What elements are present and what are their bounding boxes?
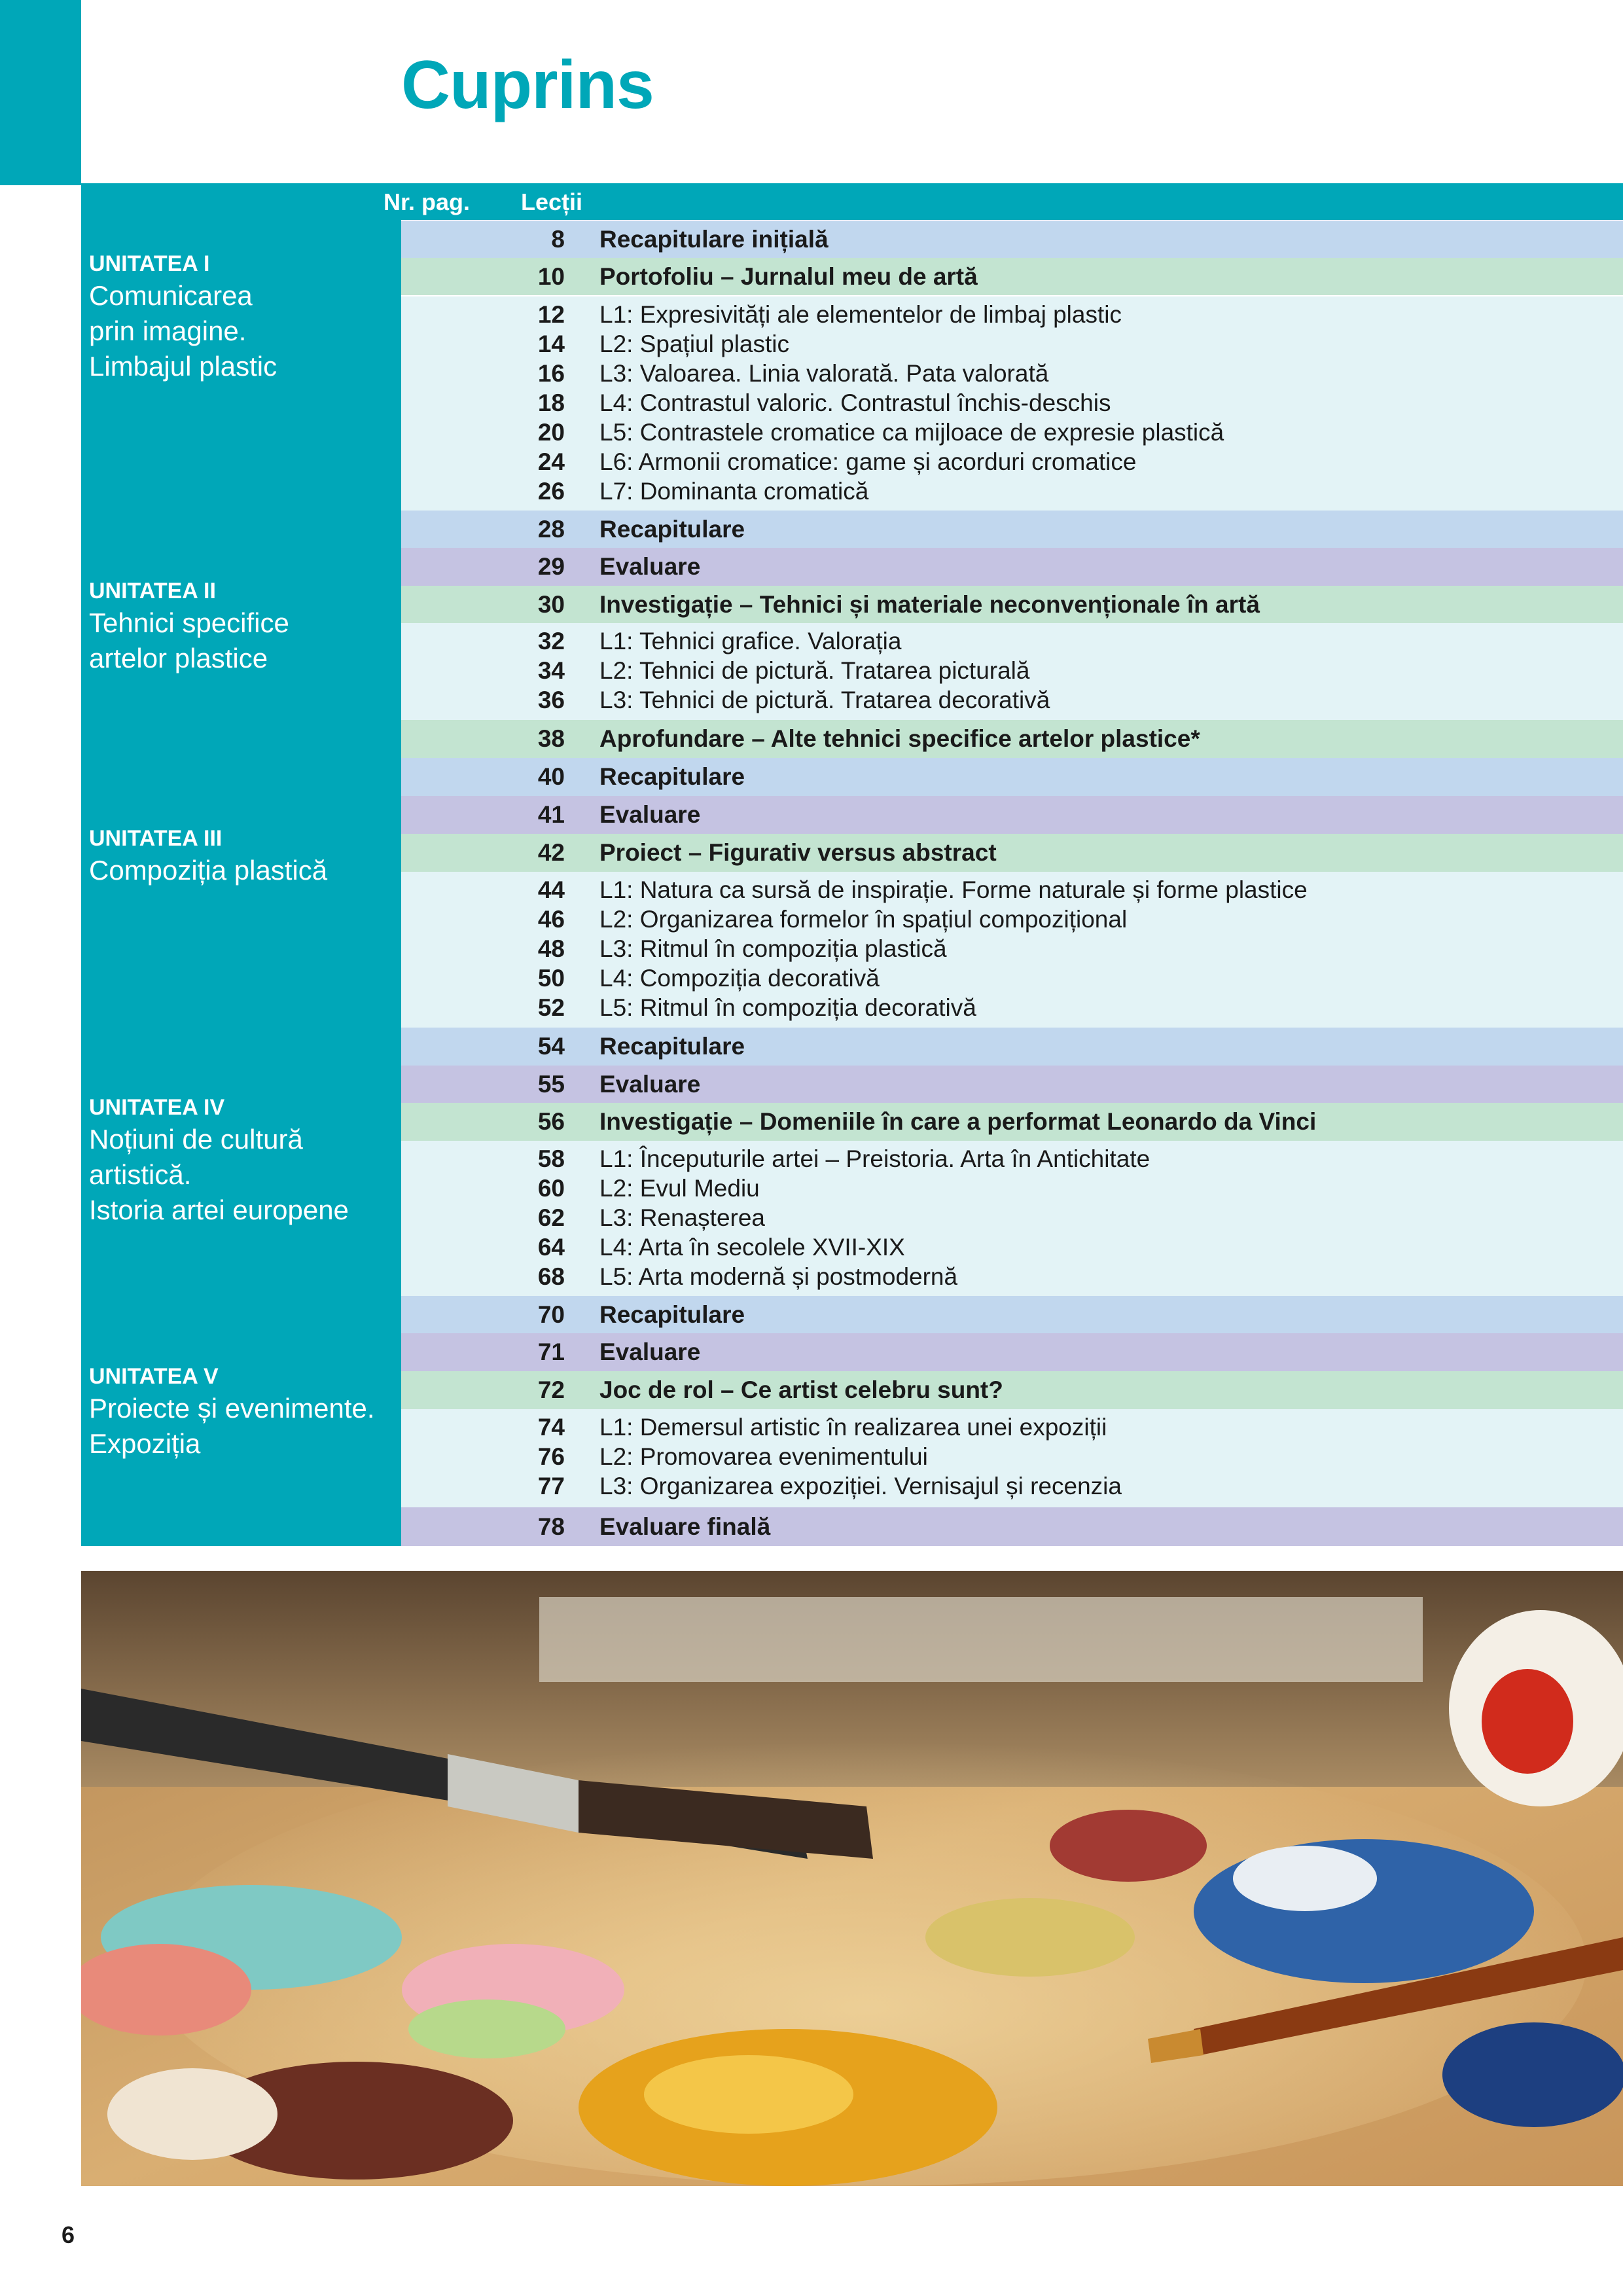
lesson-page-number: 76 [537, 1443, 565, 1470]
lesson-title: L3: Tehnici de pictură. Tratarea decorativă [599, 687, 1050, 713]
row-page-number: 56 [537, 1108, 565, 1135]
unit-2 [89, 577, 397, 676]
unit-label: UNITATEA IV [89, 1095, 225, 1120]
unit-3 [89, 824, 397, 888]
row-page-number: 41 [537, 801, 565, 828]
page-number: 6 [62, 2221, 75, 2248]
lesson-page-number: 24 [537, 448, 565, 475]
lesson-page-numbers [401, 1412, 565, 1501]
toc-row [401, 796, 1623, 834]
row-page-number: 40 [537, 763, 565, 790]
lesson-page-number: 14 [537, 331, 565, 357]
unit-name-line: Noțiuni de cultură [89, 1124, 303, 1155]
corner-accent-block [0, 0, 81, 185]
lesson-title: L1: Demersul artistic în realizarea unei expoziții [599, 1414, 1107, 1441]
toc-row [401, 586, 1623, 623]
toc-row [401, 758, 1623, 796]
unit-label: UNITATEA III [89, 826, 223, 851]
row-page-number: 8 [551, 225, 565, 253]
lesson-titles [599, 626, 1050, 715]
lesson-title: L5: Ritmul în compoziția decorativă [599, 994, 976, 1021]
page-title: Cuprins [401, 47, 654, 123]
lesson-title: L3: Valoarea. Linia valorată. Pata valorată [599, 360, 1049, 387]
row-page-number: 54 [537, 1033, 565, 1060]
header-lessons: Lecții [521, 188, 583, 215]
toc-row [401, 1296, 1623, 1333]
paint-tubes-blur [539, 1597, 1423, 1682]
row-title: Recapitulare [599, 515, 745, 543]
lesson-title: L5: Arta modernă și postmodernă [599, 1263, 958, 1290]
table-of-contents [81, 183, 1623, 1546]
dark-blue-paint-icon [1442, 2022, 1623, 2127]
lesson-titles [599, 1412, 1122, 1501]
lesson-group [401, 1409, 1623, 1507]
red-paint-icon [1482, 1669, 1573, 1774]
row-page-number: 30 [537, 590, 565, 618]
cream-paint-icon [107, 2068, 277, 2160]
row-page-number: 28 [537, 515, 565, 543]
row-title: Proiect – Figurativ versus abstract [599, 839, 997, 866]
unit-name-line: artistică. [89, 1159, 192, 1190]
lesson-page-numbers [401, 1144, 565, 1291]
unit-label: UNITATEA II [89, 579, 216, 603]
lesson-title: L3: Organizarea expoziției. Vernisajul și recenzia [599, 1473, 1122, 1499]
lesson-page-numbers [401, 875, 565, 1022]
lesson-title: L5: Contrastele cromatice ca mijloace de expresie plastică [599, 419, 1224, 446]
lesson-title: L1: Începuturile artei – Preistoria. Arta în Antichitate [599, 1145, 1150, 1172]
lesson-title: L1: Natura ca sursă de inspirație. Forme naturale și forme plastice [599, 876, 1308, 903]
lesson-page-number: 18 [537, 389, 565, 416]
lesson-titles [599, 300, 1224, 506]
row-page-number: 29 [537, 553, 565, 580]
lesson-page-number: 74 [537, 1414, 565, 1441]
row-title: Aprofundare – Alte tehnici specifice artelor plastice* [599, 725, 1200, 752]
row-title: Portofoliu – Jurnalul meu de artă [599, 262, 978, 290]
unit-name-line: artelor plastice [89, 643, 268, 673]
lesson-title: L3: Renașterea [599, 1204, 766, 1231]
unit-4 [89, 1093, 397, 1228]
white-paint-icon [1233, 1846, 1377, 1911]
lesson-titles [599, 1144, 1150, 1291]
unit-name-line: Limbajul plastic [89, 351, 277, 382]
ochre-paint-icon [925, 1898, 1135, 1977]
lesson-title: L3: Ritmul în compoziția plastică [599, 935, 947, 962]
row-title: Evaluare [599, 1338, 701, 1365]
lesson-page-number: 36 [537, 687, 565, 713]
lesson-title: L7: Dominanta cromatică [599, 478, 869, 505]
lesson-page-numbers [401, 300, 565, 506]
unit-5 [89, 1362, 397, 1462]
toc-header-row [81, 183, 1623, 220]
lesson-page-numbers [401, 626, 565, 715]
lesson-title: L4: Contrastul valoric. Contrastul închis-deschis [599, 389, 1111, 416]
toc-row [401, 511, 1623, 548]
unit-name-line: prin imagine. [89, 315, 247, 346]
lesson-page-number: 58 [537, 1145, 565, 1172]
lesson-group [401, 623, 1623, 720]
lesson-title: L4: Compoziția decorativă [599, 965, 880, 992]
row-page-number: 70 [537, 1300, 565, 1328]
lesson-page-number: 50 [537, 965, 565, 992]
lesson-page-number: 68 [537, 1263, 565, 1290]
lesson-page-number: 77 [537, 1473, 565, 1499]
unit-name-line: Compoziția plastică [89, 855, 328, 886]
unit-label: UNITATEA I [89, 251, 210, 276]
toc-row [401, 258, 1623, 295]
toc-row [401, 1507, 1623, 1546]
header-page-number: Nr. pag. [383, 188, 471, 215]
lesson-page-number: 60 [537, 1175, 565, 1202]
toc-row [401, 1103, 1623, 1141]
lesson-page-number: 20 [537, 419, 565, 446]
row-title: Investigație – Domeniile în care a performat Leonardo da Vinci [599, 1108, 1317, 1135]
lesson-group [401, 872, 1623, 1028]
unit-column [81, 220, 401, 1546]
lesson-group [401, 296, 1623, 511]
unit-label: UNITATEA V [89, 1364, 219, 1389]
lesson-page-number: 64 [537, 1234, 565, 1261]
lesson-title: L2: Tehnici de pictură. Tratarea picturală [599, 657, 1030, 684]
lesson-page-number: 32 [537, 628, 565, 655]
lesson-page-number: 46 [537, 906, 565, 933]
toc-row [401, 548, 1623, 586]
toc-row [401, 720, 1623, 758]
unit-1 [89, 249, 397, 384]
unit-name-line: Istoria artei europene [89, 1194, 349, 1225]
lesson-page-number: 34 [537, 657, 565, 684]
row-title: Joc de rol – Ce artist celebru sunt? [599, 1376, 1003, 1403]
toc-row [401, 1028, 1623, 1066]
row-title: Evaluare finală [599, 1513, 771, 1540]
row-page-number: 55 [537, 1070, 565, 1098]
row-title: Recapitulare [599, 1033, 745, 1060]
lesson-titles [599, 875, 1308, 1022]
green-paint-icon [408, 2000, 565, 2058]
lesson-title: L1: Tehnici grafice. Valorația [599, 628, 902, 655]
lesson-page-number: 44 [537, 876, 565, 903]
unit-name-line: Proiecte și evenimente. [89, 1393, 375, 1424]
lesson-page-number: 26 [537, 478, 565, 505]
toc-row [401, 1066, 1623, 1103]
row-page-number: 72 [537, 1376, 565, 1403]
lesson-page-number: 62 [537, 1204, 565, 1231]
row-page-number: 71 [537, 1338, 565, 1365]
lesson-title: L2: Spațiul plastic [599, 331, 790, 357]
lesson-title: L4: Arta în secolele XVII-XIX [599, 1234, 905, 1261]
unit-name-line: Comunicarea [89, 280, 253, 311]
toc-row [401, 834, 1623, 872]
lesson-title: L2: Evul Mediu [599, 1175, 760, 1202]
row-page-number: 10 [537, 262, 565, 290]
unit-name-line: Tehnici specifice [89, 607, 289, 638]
lesson-title: L1: Expresivități ale elementelor de limbaj plastic [599, 301, 1122, 328]
row-title: Evaluare [599, 553, 701, 580]
row-title: Evaluare [599, 1070, 701, 1098]
row-page-number: 42 [537, 839, 565, 866]
row-title: Evaluare [599, 801, 701, 828]
lesson-title: L2: Promovarea evenimentului [599, 1443, 928, 1470]
red-blob-icon [1050, 1810, 1207, 1882]
lesson-page-number: 16 [537, 360, 565, 387]
row-title: Recapitulare [599, 1300, 745, 1328]
lesson-page-number: 48 [537, 935, 565, 962]
lesson-page-number: 12 [537, 301, 565, 328]
lesson-page-number: 52 [537, 994, 565, 1021]
lesson-title: L6: Armonii cromatice: game și acorduri cromatice [599, 448, 1137, 475]
row-page-number: 78 [537, 1513, 565, 1540]
toc-row [401, 221, 1623, 258]
unit-name-line: Expoziția [89, 1428, 201, 1459]
toc-row [401, 1371, 1623, 1409]
row-title: Recapitulare inițială [599, 225, 829, 253]
lesson-group [401, 1141, 1623, 1296]
row-page-number: 38 [537, 725, 565, 752]
row-title: Recapitulare [599, 763, 745, 790]
palette-photo [81, 1571, 1623, 2186]
yellow-highlight-icon [644, 2055, 853, 2134]
palette-illustration [81, 1571, 1623, 2186]
toc-row [401, 1333, 1623, 1371]
lesson-title: L2: Organizarea formelor în spațiul compozițional [599, 906, 1128, 933]
row-title: Investigație – Tehnici și materiale neconvenționale în artă [599, 590, 1260, 618]
